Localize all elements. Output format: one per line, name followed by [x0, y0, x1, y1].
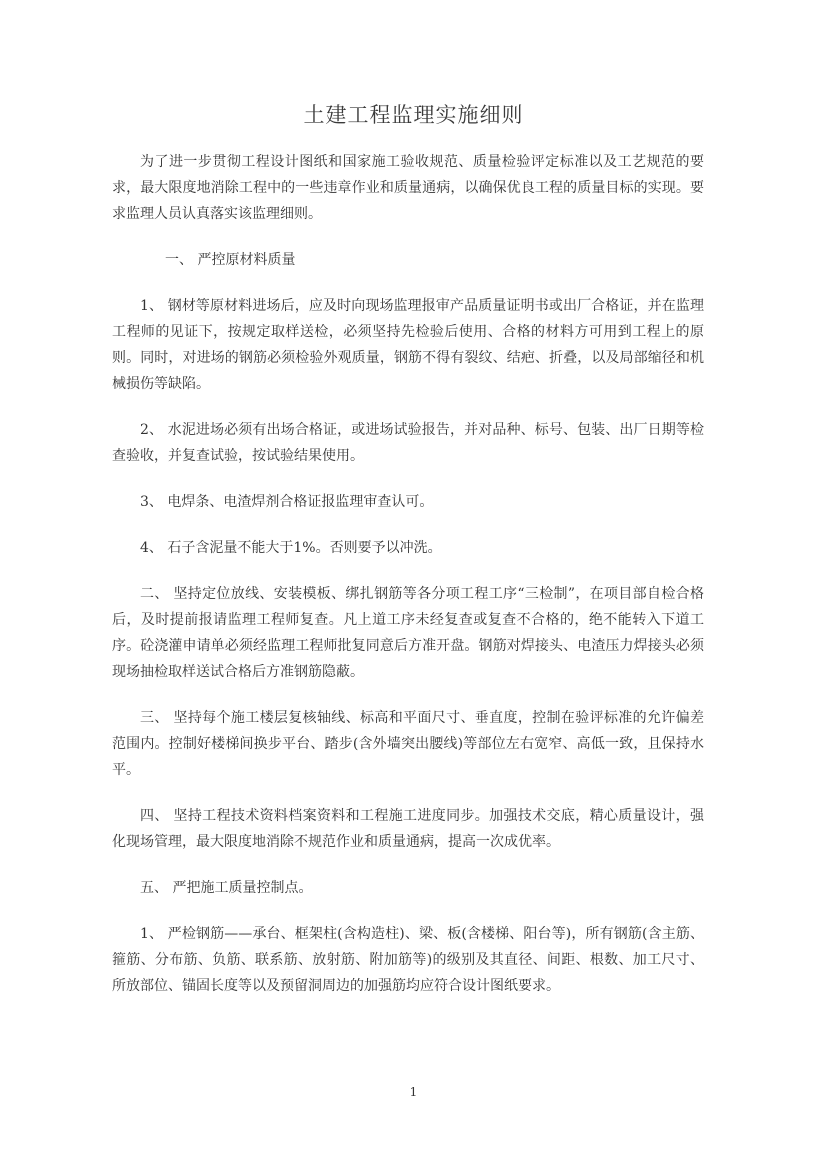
intro-paragraph: 为了进一步贯彻工程设计图纸和国家施工验收规范、质量检验评定标准以及工艺规范的要求，最大限度地消除工程中的一些违章作业和质量通病，以确保优良工程的质量目标的实现。要求监理人员认真落实该监理细则。 — [112, 154, 704, 222]
section-1-item-1: 1、 钢材等原材料进场后，应及时向现场监理报审产品质量证明书或出厂合格证，并在监理工程师的见证下，按规定取样送检，必须坚持先检验后使用、合格的材料方可用到工程上的原则。同时，对进场的钢筋必须检验外观质量，钢筋不得有裂纹、结疤、折叠，以及局部缩径和机械损伤等缺陷。 — [112, 298, 704, 392]
section-1-item-2: 2、 水泥进场必须有出场合格证，或进场试验报告，并对品种、标号、包装、出厂日期等检查验收，并复查试验，按试验结果使用。 — [112, 422, 704, 464]
section-2-paragraph: 二、 坚持定位放线、安装模板、绑扎钢筋等各分项工程工序“三检制”，在项目部自检合格后，及时提前报请监理工程师复查。凡上道工序未经复查或复查不合格的，绝不能转入下道工序。砼浇灌申请单必须经监理工程师批复同意后方准开盘。钢筋对焊接头、电渣压力焊接头必须现场抽检取样送试合格后方准钢筋隐蔽。 — [112, 586, 704, 680]
section-1-item-4: 4、 石子含泥量不能大于1%。否则要予以冲洗。 — [140, 540, 442, 556]
section-5-heading: 五、 严把施工质量控制点。 — [140, 880, 313, 896]
document-body — [112, 149, 704, 999]
page-number: 1 — [409, 1085, 418, 1099]
section-1-heading: 一、 严控原材料质量 — [165, 252, 296, 268]
section-4-paragraph: 四、 坚持工程技术资料档案资料和工程施工进度同步。加强技术交底，精心质量设计，强化现场管理，最大限度地消除不规范作业和质量通病，提高一次成优率。 — [112, 808, 704, 850]
section-3-paragraph: 三、 坚持每个施工楼层复核轴线、标高和平面尺寸、垂直度，控制在验评标准的允许偏差范围内。控制好楼梯间换步平台、踏步(含外墙突出腰线)等部位左右宽窄、高低一致，且保持水平。 — [112, 710, 704, 778]
document-title: 土建工程监理实施细则 — [303, 103, 524, 127]
section-5-item-1: 1、 严检钢筋——承台、框架柱(含构造柱)、梁、板(含楼梯、阳台等)，所有钢筋(含主筋、箍筋、分布筋、负筋、联系筋、放射筋、附加筋等)的级别及其直径、间距、根数、加工尺寸、所放部位、锚固长度等以及预留洞周边的加强筋均应符合设计图纸要求。 — [112, 926, 704, 994]
section-1-item-3: 3、 电焊条、电渣焊剂合格证报监理审查认可。 — [140, 494, 434, 510]
